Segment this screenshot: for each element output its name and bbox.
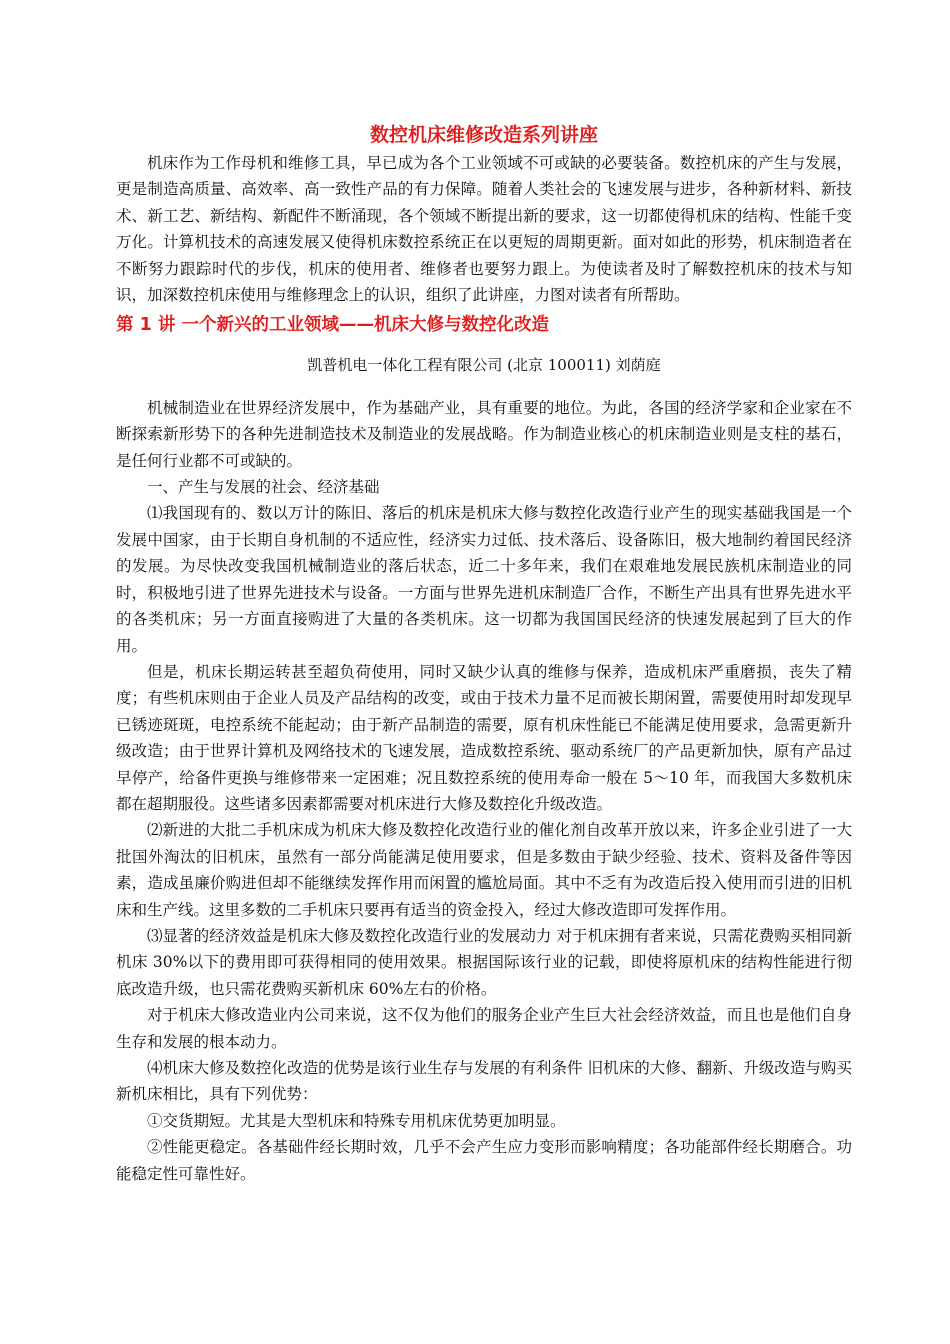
body-paragraph: ⑶显著的经济效益是机床大修及数控化改造行业的发展动力 对于机床拥有者来说，只需花费购买相同新机床 30%以下的费用即可获得相同的使用效果。根据国际该行业的记载，即使将原机床的结构性能进行彻底改造升级，也只需花费购买新机床 60%左右的价格。 xyxy=(116,926,852,998)
document-page xyxy=(116,120,852,1187)
body-paragraph: 但是，机床长期运转甚至超负荷使用，同时又缺少认真的维修与保养，造成机床严重磨损，丧失了精度；有些机床则由于企业人员及产品结构的改变，或由于技术力量不足而被长期闲置，需要使用时却发现早已锈迹斑斑，电控系统不能起动；由于新产品制造的需要，原有机床性能已不能满足使用要求，急需更新升级改造；由于世界计算机及网络技术的飞速发展，造成数控系统、驱动系统厂的产品更新加快，原有产品过早停产，给备件更换与维修带来一定困难；况且数控系统的使用寿命一般在 5～10 年，而我国大多数机床都在超期服役。这些诸多因素都需要对机床进行大修及数控化升级改造。 xyxy=(116,662,852,813)
body-paragraph: 机械制造业在世界经济发展中，作为基础产业，具有重要的地位。为此，各国的经济学家和企业家在不断探索新形势下的各种先进制造技术及制造业的发展战略。作为制造业核心的机床制造业则是支柱的基石，是任何行业都不可或缺的。 xyxy=(116,398,852,470)
section-heading: 一、产生与发展的社会、经济基础 xyxy=(147,478,380,497)
lecture-title: 第 1 讲 一个新兴的工业领域——机床大修与数控化改造 xyxy=(116,315,549,336)
list-item: ①交货期短。尤其是大型机床和特殊专用机床优势更加明显。 xyxy=(147,1111,566,1130)
list-item: ②性能更稳定。各基础件经长期时效，几乎不会产生应力变形而影响精度；各功能部件经长期磨合。功能稳定性可靠性好。 xyxy=(116,1138,852,1183)
author-line: 凯普机电一体化工程有限公司 (北京 100011) 刘荫庭 xyxy=(307,356,661,375)
intro-paragraph: 机床作为工作母机和维修工具，早已成为各个工业领域不可或缺的必要装备。数控机床的产生与发展，更是制造高质量、高效率、高一致性产品的有力保障。随着人类社会的飞速发展与进步，各种新材料、新技术、新工艺、新结构、新配件不断涌现，各个领域不断提出新的要求，这一切都使得机床的结构、性能千变万化。计算机技术的高速发展又使得机床数控系统正在以更短的周期更新。面对如此的形势，机床制造者在不断努力跟踪时代的步伐，机床的使用者、维修者也要努力跟上。为使读者及时了解数控机床的技术与知识，加深数控机床使用与维修理念上的认识，组织了此讲座，力图对读者有所帮助。 xyxy=(116,154,852,305)
body-paragraph: 对于机床大修改造业内公司来说，这不仅为他们的服务企业产生巨大社会经济效益，而且也是他们自身生存和发展的根本动力。 xyxy=(116,1006,852,1051)
document-title: 数控机床维修改造系列讲座 xyxy=(369,124,598,146)
body-paragraph: ⑷机床大修及数控化改造的优势是该行业生存与发展的有利条件 旧机床的大修、翻新、升级改造与购买新机床相比，具有下列优势： xyxy=(116,1059,852,1104)
body-paragraph: ⑵新进的大批二手机床成为机床大修及数控化改造行业的催化剂自改革开放以来，许多企业引进了一大批国外淘汰的旧机床，虽然有一部分尚能满足使用要求，但是多数由于缺少经验、技术、资料及备件等因素，造成虽廉价购进但却不能继续发挥作用而闲置的尴尬局面。其中不乏有为改造后投入使用而引进的旧机床和生产线。这里多数的二手机床只要再有适当的资金投入，经过大修改造即可发挥作用。 xyxy=(116,821,852,919)
body-paragraph: ⑴我国现有的、数以万计的陈旧、落后的机床是机床大修与数控化改造行业产生的现实基础我国是一个发展中国家，由于长期自身机制的不适应性，经济实力过低、技术落后、设备陈旧，极大地制约着国民经济的发展。为尽快改变我国机械制造业的落后状态，近二十多年来，我们在艰难地发展民族机床制造业的同时，积极地引进了世界先进技术与设备。一方面与世界先进机床制造厂合作，不断生产出具有世界先进水平的各类机床；另一方面直接购进了大量的各类机床。这一切都为我国国民经济的快速发展起到了巨大的作用。 xyxy=(116,504,852,655)
